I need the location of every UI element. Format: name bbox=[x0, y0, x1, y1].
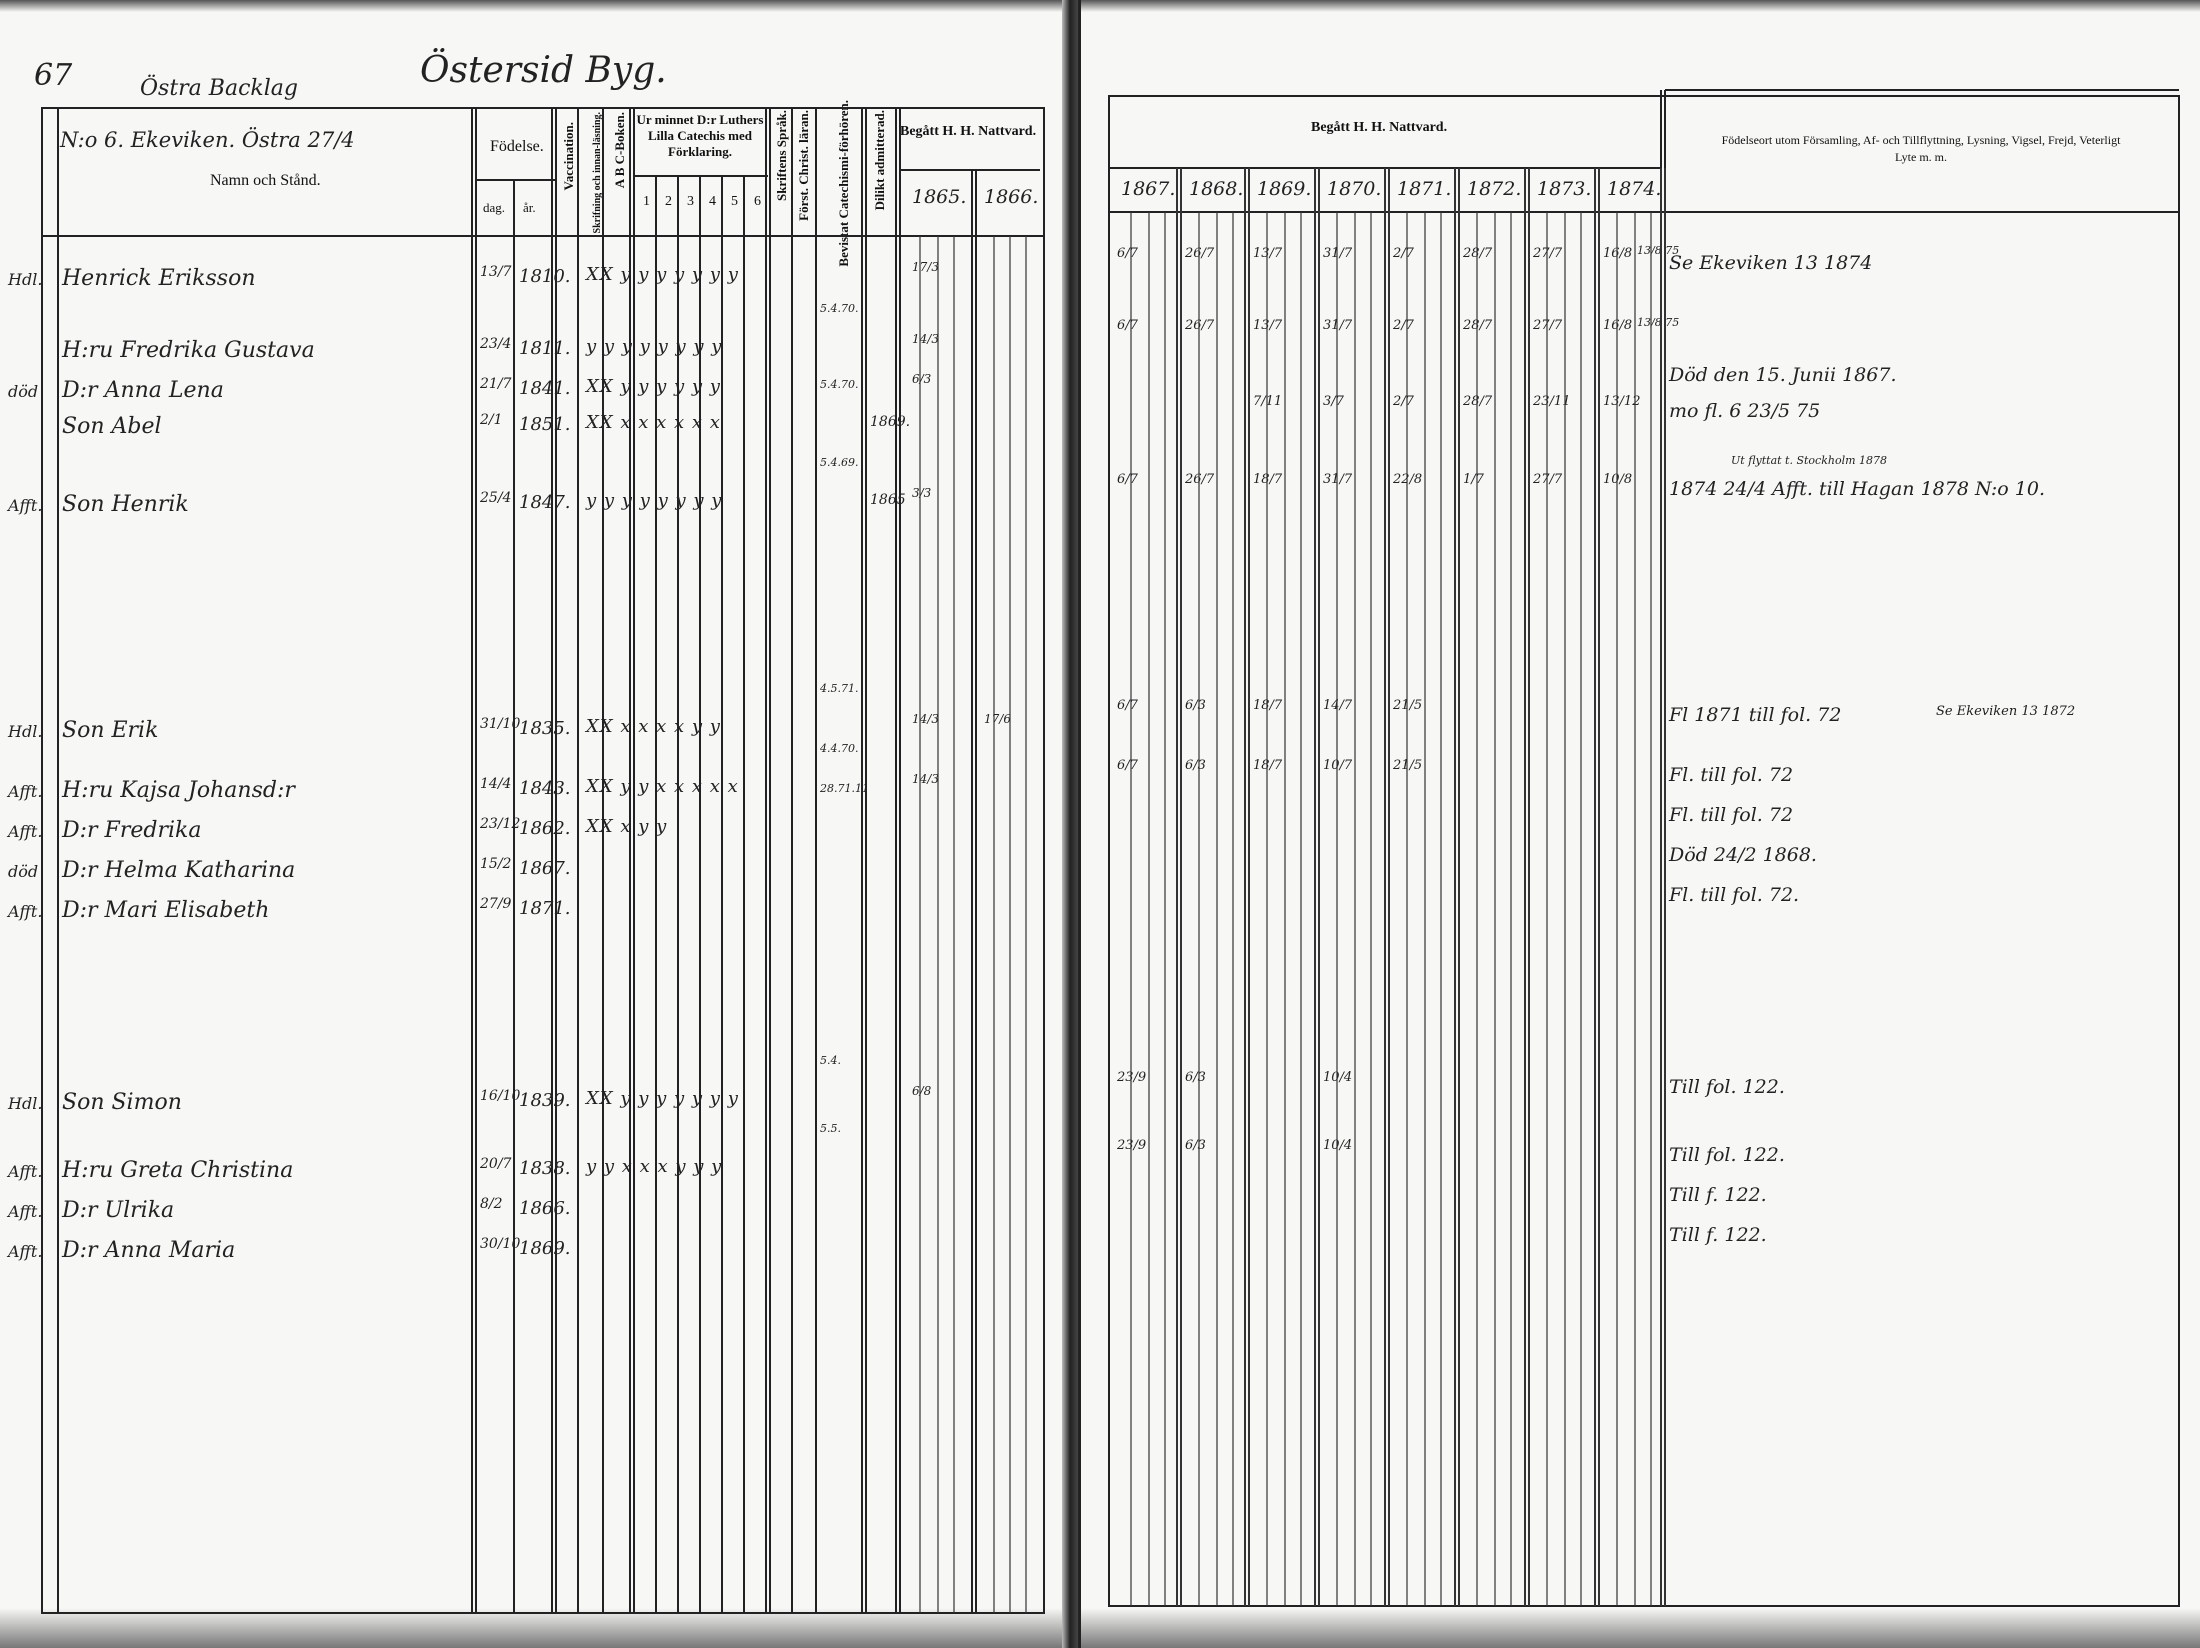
row-name: Henrick Eriksson bbox=[62, 266, 256, 291]
header-bevistat: Bevistat Catechismi-förhören. bbox=[836, 100, 851, 267]
row-name: D:r Fredrika bbox=[62, 818, 202, 843]
left-page bbox=[0, 0, 1073, 1648]
communion-date: 27/7 bbox=[1533, 246, 1563, 261]
row-note: mo fl. 6 23/5 75 bbox=[1669, 400, 1821, 422]
row-note: Fl. till fol. 72 bbox=[1669, 764, 1794, 786]
row-marks: XX y y y y y y y bbox=[586, 264, 739, 285]
row-birth-day: 23/12 bbox=[480, 816, 521, 832]
header-abc: A B C-Boken. bbox=[612, 112, 627, 189]
row-1865: 14/3 bbox=[912, 772, 939, 786]
communion-date: 23/9 bbox=[1117, 1070, 1147, 1085]
communion-date: 31/7 bbox=[1323, 318, 1353, 333]
communion-date: 26/7 bbox=[1185, 246, 1215, 261]
communion-date: 23/9 bbox=[1117, 1138, 1147, 1153]
row-note: Till fol. 122. bbox=[1669, 1144, 1785, 1166]
communion-date: 6/3 bbox=[1185, 1138, 1206, 1153]
row-note: Till f. 122. bbox=[1669, 1184, 1767, 1206]
row-status: Afft. bbox=[8, 902, 43, 921]
communion-date: 28/7 bbox=[1463, 246, 1493, 261]
row-birth-year: 1867. bbox=[519, 858, 571, 879]
row-1865: 6/3 bbox=[912, 372, 932, 386]
row-name: D:r Anna Maria bbox=[62, 1238, 236, 1263]
row-marks: y y y y y y y y bbox=[586, 490, 723, 511]
communion-date: 10/7 bbox=[1323, 758, 1353, 773]
communion-date: 28/7 bbox=[1463, 394, 1493, 409]
cat-col: 3 bbox=[687, 194, 694, 209]
row-birth-day: 25/4 bbox=[480, 490, 512, 506]
row-name: Son Abel bbox=[62, 414, 162, 439]
cat-col: 6 bbox=[754, 194, 761, 209]
year-header: 1874. bbox=[1607, 178, 1662, 200]
communion-date: 2/7 bbox=[1393, 318, 1414, 333]
row-birth-year: 1838. bbox=[519, 1158, 571, 1179]
row-name: D:r Mari Elisabeth bbox=[62, 898, 270, 923]
header-nattvard-right: Begått H. H. Nattvard. bbox=[1311, 120, 1448, 135]
header-note: Östra Backlag bbox=[140, 76, 298, 101]
communion-date: 2/7 bbox=[1393, 246, 1414, 261]
row-extra: 13/8 75 bbox=[1637, 316, 1680, 329]
year-header: 1867. bbox=[1121, 178, 1176, 200]
communion-date: 16/8 bbox=[1603, 246, 1633, 261]
row-status: Hdl. bbox=[8, 270, 43, 289]
header-name: Namn och Stånd. bbox=[210, 172, 321, 189]
row-note-above: Ut flyttat t. Stockholm 1878 bbox=[1731, 454, 1888, 467]
year-header: 1869. bbox=[1257, 178, 1312, 200]
row-1865: 3/3 bbox=[912, 486, 932, 500]
row-birth-day: 23/4 bbox=[480, 336, 512, 352]
communion-date: 28/7 bbox=[1463, 318, 1493, 333]
row-name: H:ru Greta Christina bbox=[62, 1158, 294, 1183]
row-birth-day: 21/7 bbox=[480, 376, 512, 392]
row-admitted: 1865 bbox=[870, 492, 906, 508]
row-birth-year: 1869. bbox=[519, 1238, 571, 1259]
header-skriftens: Skriftens Språk. bbox=[774, 110, 789, 202]
row-birth-day: 30/10 bbox=[480, 1236, 521, 1252]
row-birth-year: 1810. bbox=[519, 266, 571, 287]
communion-date: 26/7 bbox=[1185, 472, 1215, 487]
communion-date: 23/11 bbox=[1533, 394, 1571, 409]
row-birth-day: 27/9 bbox=[480, 896, 512, 912]
row-1865: 6/8 bbox=[912, 1084, 932, 1098]
page-number: 67 bbox=[34, 58, 73, 93]
row-note: Fl. till fol. 72. bbox=[1669, 884, 1800, 906]
row-birth-year: 1871. bbox=[519, 898, 571, 919]
cat-col: 4 bbox=[709, 194, 716, 209]
row-status: Afft. bbox=[8, 1202, 43, 1221]
year-header: 1871. bbox=[1397, 178, 1452, 200]
row-marks: XX y y y y y y bbox=[586, 376, 721, 397]
row-status: Afft. bbox=[8, 1242, 43, 1261]
header-vaccination: Vaccination. bbox=[561, 122, 576, 191]
row-1866: 17/6 bbox=[984, 712, 1011, 726]
header-year: år. bbox=[523, 200, 536, 215]
row-birth-day: 13/7 bbox=[480, 264, 512, 280]
household-note: N:o 6. Ekeviken. Östra 27/4 bbox=[60, 128, 355, 152]
row-note: Till fol. 122. bbox=[1669, 1076, 1785, 1098]
communion-date: 13/7 bbox=[1253, 318, 1283, 333]
row-marks: y y y y y y y y bbox=[586, 336, 723, 357]
row-note: Till f. 122. bbox=[1669, 1224, 1767, 1246]
communion-date: 31/7 bbox=[1323, 246, 1353, 261]
communion-date: 6/7 bbox=[1117, 472, 1138, 487]
row-status: död bbox=[8, 862, 39, 881]
communion-date: 6/3 bbox=[1185, 698, 1206, 713]
right-page bbox=[1078, 0, 2200, 1648]
communion-date: 10/8 bbox=[1603, 472, 1633, 487]
communion-date: 6/7 bbox=[1117, 246, 1138, 261]
row-status: Afft. bbox=[8, 822, 43, 841]
communion-date: 3/7 bbox=[1323, 394, 1344, 409]
row-name: D:r Anna Lena bbox=[62, 378, 224, 403]
row-birth-day: 2/1 bbox=[480, 412, 503, 428]
row-catechism-date: 4.4.70. bbox=[820, 742, 859, 755]
row-marks: XX y y x x x x x bbox=[586, 776, 739, 797]
row-1865: 17/3 bbox=[912, 260, 939, 274]
row-name: D:r Helma Katharina bbox=[62, 858, 296, 883]
row-status: död bbox=[8, 382, 39, 401]
row-birth-year: 1847. bbox=[519, 492, 571, 513]
row-status: Hdl. bbox=[8, 722, 43, 741]
row-catechism-date: 5.4. bbox=[820, 1054, 841, 1067]
communion-date: 10/4 bbox=[1323, 1138, 1353, 1153]
row-note: Död den 15. Junii 1867. bbox=[1669, 364, 1897, 386]
communion-date: 18/7 bbox=[1253, 758, 1283, 773]
communion-date: 27/7 bbox=[1533, 472, 1563, 487]
communion-date: 6/7 bbox=[1117, 758, 1138, 773]
year-1865: 1865. bbox=[912, 186, 967, 208]
communion-date: 22/8 bbox=[1393, 472, 1423, 487]
header-forst: Först. Christ. läran. bbox=[796, 110, 811, 221]
row-name: D:r Ulrika bbox=[62, 1198, 175, 1223]
communion-date: 2/7 bbox=[1393, 394, 1414, 409]
row-note: Död 24/2 1868. bbox=[1669, 844, 1817, 866]
communion-date: 18/7 bbox=[1253, 472, 1283, 487]
communion-date: 16/8 bbox=[1603, 318, 1633, 333]
row-1865: 14/3 bbox=[912, 712, 939, 726]
row-note: Se Ekeviken 13 1874 bbox=[1669, 252, 1873, 274]
cat-col: 2 bbox=[665, 194, 672, 209]
communion-date: 14/7 bbox=[1323, 698, 1353, 713]
communion-date: 13/12 bbox=[1603, 394, 1641, 409]
row-birth-day: 15/2 bbox=[480, 856, 512, 872]
communion-date: 27/7 bbox=[1533, 318, 1563, 333]
header-nattvard: Begått H. H. Nattvard. bbox=[900, 124, 1037, 139]
row-birth-year: 1843. bbox=[519, 778, 571, 799]
communion-date: 10/4 bbox=[1323, 1070, 1353, 1085]
row-status: Afft. bbox=[8, 1162, 43, 1181]
row-birth-day: 8/2 bbox=[480, 1196, 503, 1212]
row-marks: XX x x x x x x bbox=[586, 412, 721, 433]
communion-date: 18/7 bbox=[1253, 698, 1283, 713]
year-header: 1872. bbox=[1467, 178, 1522, 200]
row-birth-day: 31/10 bbox=[480, 716, 521, 732]
row-note: Fl 1871 till fol. 72 bbox=[1669, 704, 1842, 726]
row-admitted: 1869. bbox=[870, 414, 911, 430]
year-header: 1873. bbox=[1537, 178, 1592, 200]
communion-date: 31/7 bbox=[1323, 472, 1353, 487]
row-birth-year: 1835. bbox=[519, 718, 571, 739]
right-ruling bbox=[1081, 0, 2200, 1648]
row-birth-year: 1839. bbox=[519, 1090, 571, 1111]
row-catechism-date: 5.5. bbox=[820, 1122, 841, 1135]
header-diligit: Dilikt admitterad. bbox=[872, 110, 887, 211]
row-birth-day: 14/4 bbox=[480, 776, 512, 792]
row-catechism-date: 5.4.69. bbox=[820, 456, 859, 469]
row-extra: 13/8 75 bbox=[1637, 244, 1680, 257]
year-header: 1870. bbox=[1327, 178, 1382, 200]
row-status: Afft. bbox=[8, 782, 43, 801]
communion-date: 7/11 bbox=[1253, 394, 1283, 409]
header-notes: Födelseort utom Församling, Af- och Tillflyttning, Lysning, Vigsel, Frejd, Veterligt Lyte m. m. bbox=[1721, 133, 2121, 164]
row-status: Hdl. bbox=[8, 1094, 43, 1113]
row-birth-year: 1862. bbox=[519, 818, 571, 839]
communion-date: 1/7 bbox=[1463, 472, 1484, 487]
header-note: Östersid Byg. bbox=[420, 50, 667, 91]
communion-date: 6/7 bbox=[1117, 698, 1138, 713]
left-ruling bbox=[0, 0, 1070, 1648]
row-1865: 14/3 bbox=[912, 332, 939, 346]
row-birth-year: 1841. bbox=[519, 378, 571, 399]
row-marks: XX x y y bbox=[586, 816, 668, 837]
row-name: Son Henrik bbox=[62, 492, 189, 517]
cat-col: 5 bbox=[731, 194, 738, 209]
row-marks: XX y y y y y y y bbox=[586, 1088, 739, 1109]
row-birth-year: 1851. bbox=[519, 414, 571, 435]
row-name: H:ru Fredrika Gustava bbox=[62, 338, 315, 363]
row-note: Fl. till fol. 72 bbox=[1669, 804, 1794, 826]
row-marks: XX x x x x y y bbox=[586, 716, 721, 737]
row-note: 1874 24/4 Afft. till Hagan 1878 N:o 10. bbox=[1669, 478, 2046, 500]
header-birth: Födelse. bbox=[490, 138, 544, 155]
year-1866: 1866. bbox=[984, 186, 1039, 208]
year-header: 1868. bbox=[1189, 178, 1244, 200]
row-birth-year: 1811. bbox=[519, 338, 571, 359]
communion-date: 21/5 bbox=[1393, 698, 1423, 713]
header-reading: Skrifning och innan-läsning. bbox=[592, 112, 603, 234]
header-day: dag. bbox=[483, 200, 506, 215]
row-birth-day: 20/7 bbox=[480, 1156, 512, 1172]
row-catechism-date: 5.4.70. bbox=[820, 302, 859, 315]
row-birth-day: 16/10 bbox=[480, 1088, 521, 1104]
row-status: Afft. bbox=[8, 496, 43, 515]
cat-col: 1 bbox=[643, 194, 650, 209]
row-name: H:ru Kajsa Johansd:r bbox=[62, 778, 295, 803]
communion-date: 13/7 bbox=[1253, 246, 1283, 261]
header-catechism: Ur minnet D:r Luthers Lilla Catechis med Förklaring. bbox=[636, 112, 764, 159]
row-catechism-date: 4.5.71. bbox=[820, 682, 859, 695]
communion-date: 6/3 bbox=[1185, 1070, 1206, 1085]
row-name: Son Simon bbox=[62, 1090, 182, 1115]
communion-date: 6/7 bbox=[1117, 318, 1138, 333]
row-note-right: Se Ekeviken 13 1872 bbox=[1936, 704, 2076, 719]
row-marks: y y x x x y y y bbox=[586, 1156, 723, 1177]
communion-date: 26/7 bbox=[1185, 318, 1215, 333]
communion-date: 21/5 bbox=[1393, 758, 1423, 773]
row-birth-year: 1866. bbox=[519, 1198, 571, 1219]
communion-date: 6/3 bbox=[1185, 758, 1206, 773]
row-catechism-date: 5.4.70. bbox=[820, 378, 859, 391]
row-catechism-date: 28.71.11 bbox=[820, 782, 869, 795]
row-name: Son Erik bbox=[62, 718, 159, 743]
